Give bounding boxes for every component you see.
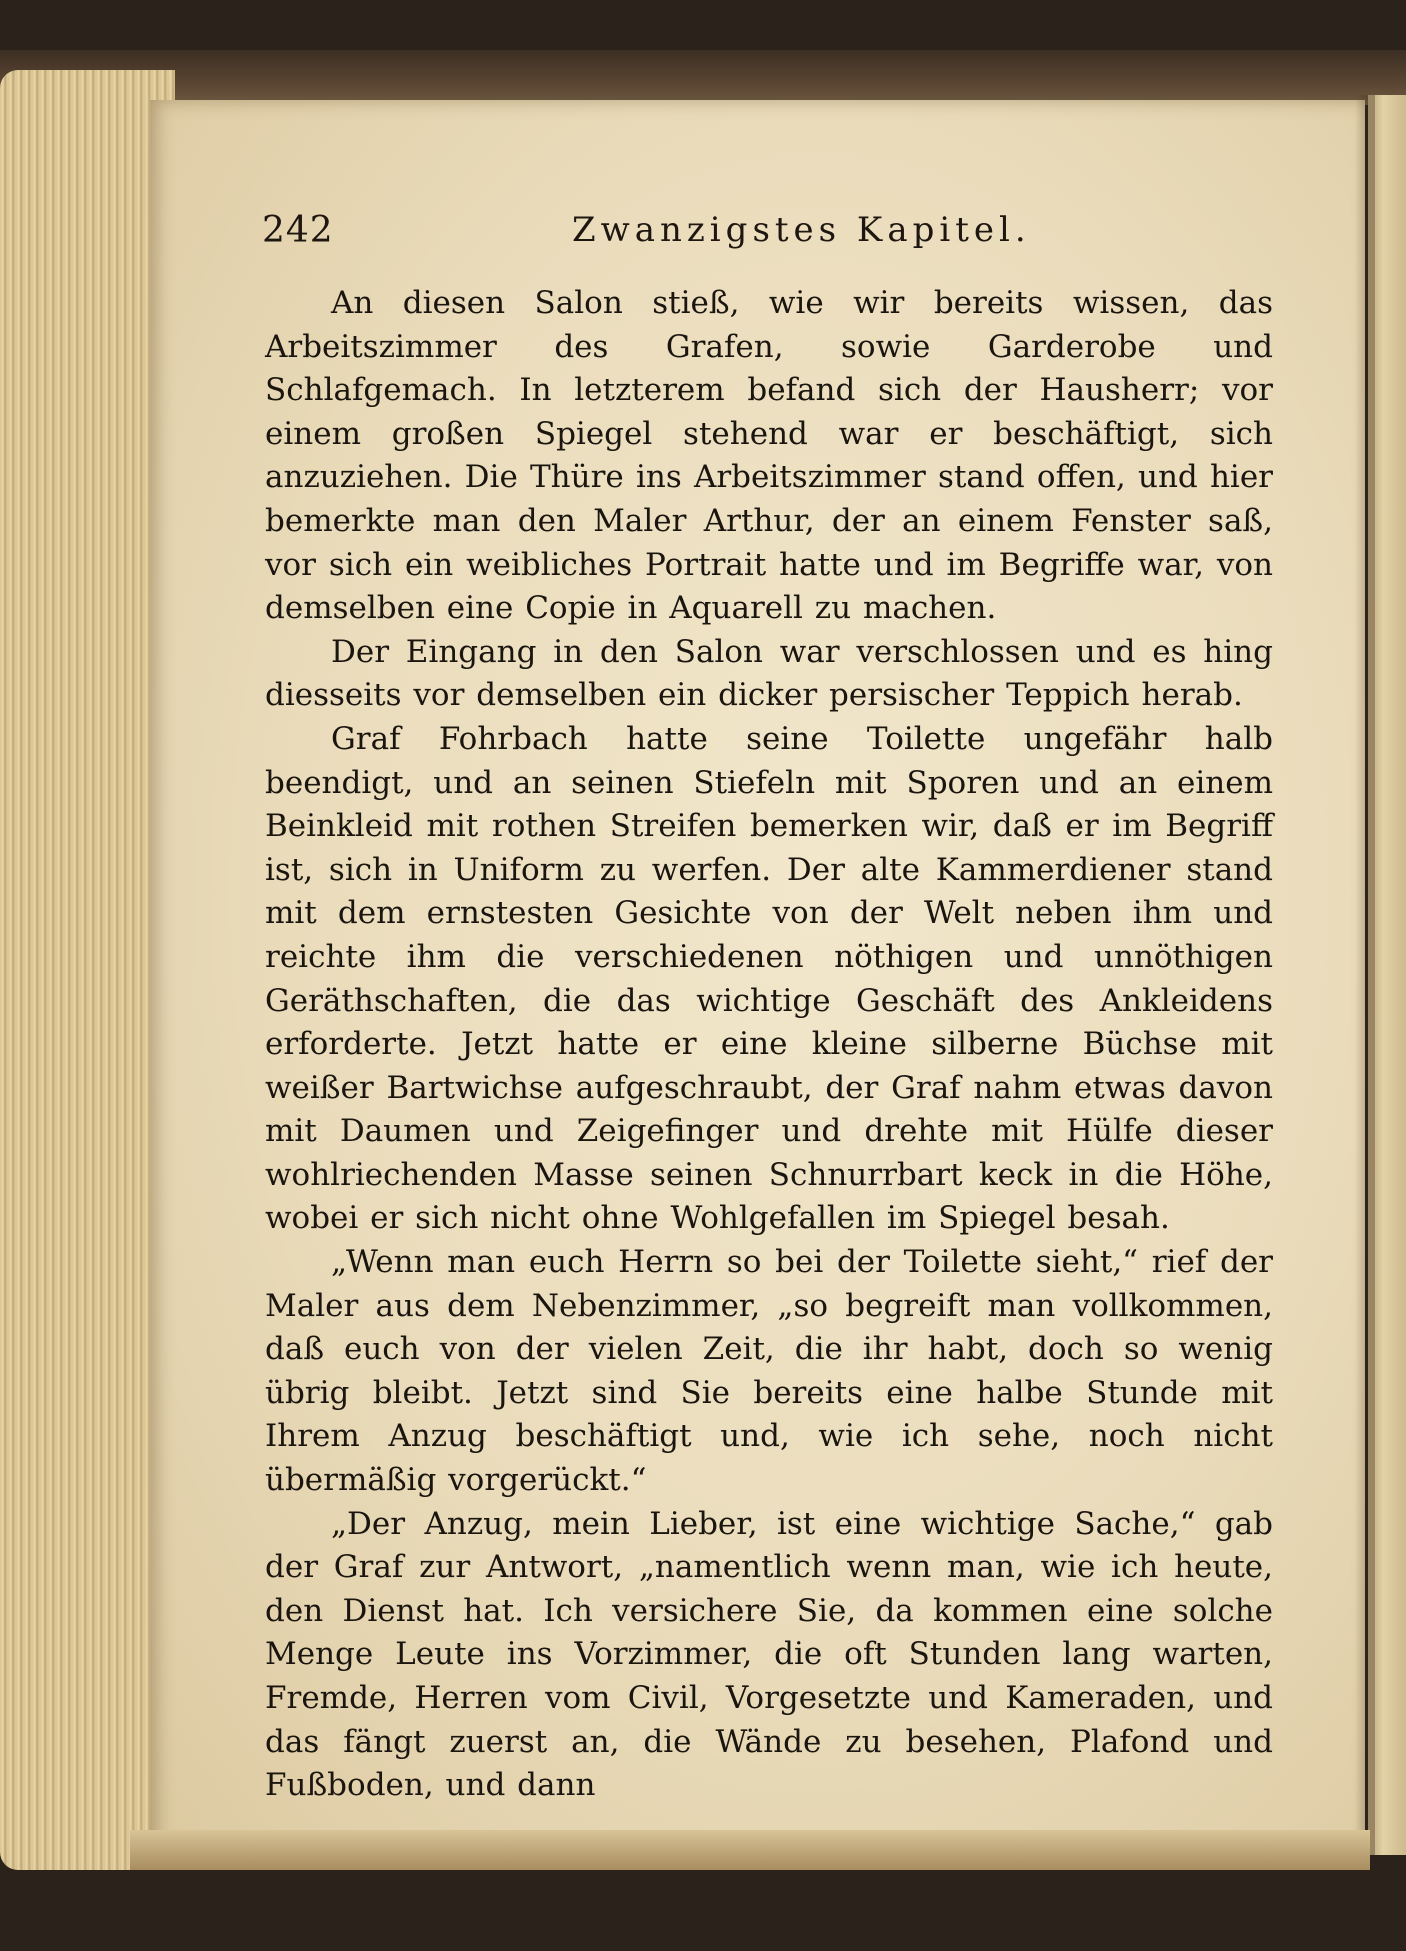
paragraph: Graf Fohrbach hatte seine Toilette ungefähr halb beendigt, und an seinen Stiefeln mit Sporen und an einem Beinkleid mit rothen Streifen bemerken wir, daß er im Begriff ist, sich in Uniform zu werfen. Der alte Kammerdiener stand mit dem ernstesten Gesichte von der Welt neben ihm und reichte ihm die verschiedenen nöthigen und unnöthigen Geräthschaften, die das wichtige Geschäft des Ankleidens erforderte. Jetzt hatte er eine kleine silberne Büchse mit weißer Bartwichse aufgeschraubt, der Graf nahm etwas davon mit Daumen und Zeigefinger und drehte mit Hülfe dieser wohlriechenden Masse seinen Schnurrbart keck in die Höhe, wobei er sich nicht ohne Wohlgefallen im Spiegel besah. [265, 720, 1273, 1237]
gutter-shadow [1355, 95, 1375, 1855]
paragraph: „Wenn man euch Herrn so bei der Toilette sieht,“ rief der Maler aus dem Nebenzimmer, „so begreift man vollkommen, daß euch von der vielen Zeit, die ihr habt, doch so wenig übrig bleibt. Jetzt sind Sie bereits eine halbe Stunde mit Ihrem Anzug beschäftigt und, wie ich sehe, noch nicht übermäßig vorgerückt.“ [265, 1244, 1273, 1499]
page-number: 242 [262, 210, 334, 251]
paragraph: Der Eingang in den Salon war verschlossen und es hing diesseits vor demselben ein dicker persischer Teppich herab. [265, 633, 1273, 714]
running-title: Zwanzigstes Kapitel. [572, 210, 1031, 250]
paragraph: „Der Anzug, mein Lieber, ist eine wichtige Sache,“ gab der Graf zur Antwort, „namentlich wenn man, wie ich heute, den Dienst hat. Ich versichere Sie, da kommen eine solche Menge Leute ins Vorzimmer, die oft Stunden lang warten, Fremde, Herren vom Civil, Vorgesetzte und Kameraden, und das fängt zuerst an, die Wände zu besehen, Plafond und Fußboden, und dann [265, 1505, 1273, 1804]
paragraph: An diesen Salon stieß, wie wir bereits wissen, das Arbeitszimmer des Grafen, sowie Garderobe und Schlafgemach. In letzterem befand sich der Hausherr; vor einem großen Spiegel stehend war er beschäftigt, sich anzuziehen. Die Thüre ins Arbeitszimmer stand offen, und hier bemerkte man den Maler Arthur, der an einem Fenster saß, vor sich ein weibliches Portrait hatte und im Begriffe war, von demselben eine Copie in Aquarell zu machen. [265, 285, 1273, 627]
body-text [265, 282, 1273, 1808]
page-bottom-edge [130, 1830, 1370, 1870]
page-stack-edges [0, 70, 175, 1870]
page-header [262, 210, 1272, 260]
book-cover-edge [0, 50, 1406, 105]
